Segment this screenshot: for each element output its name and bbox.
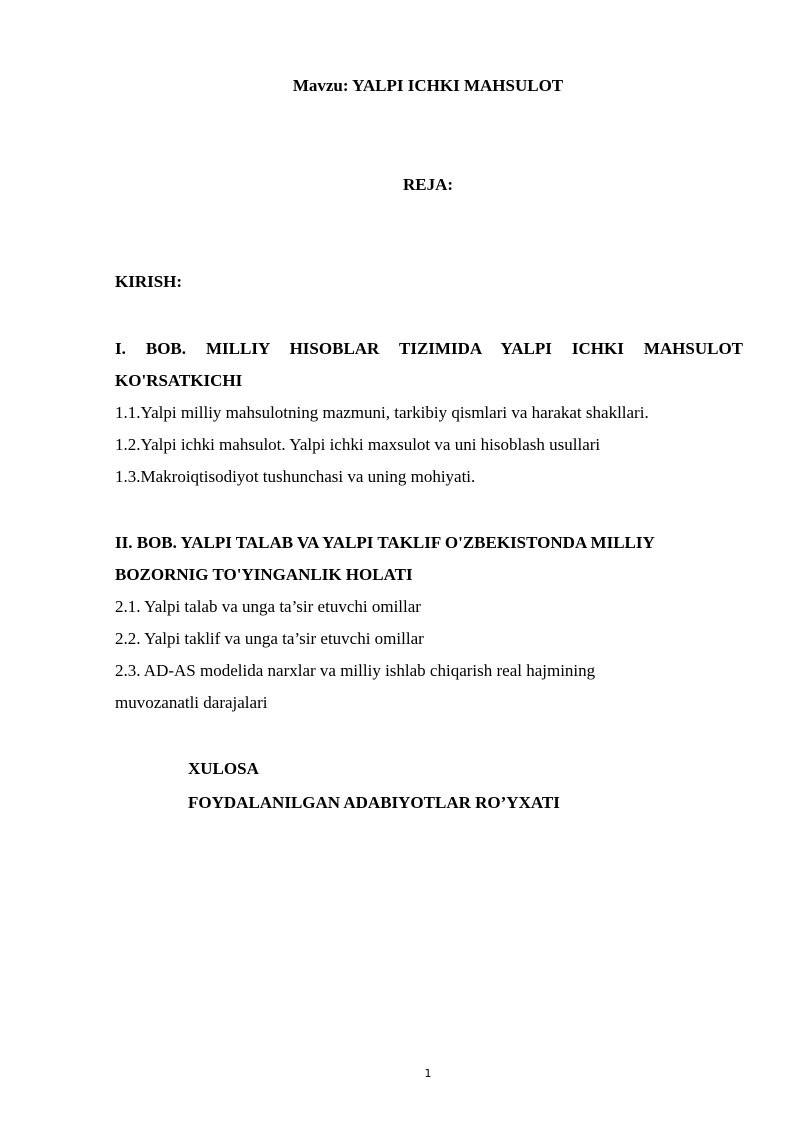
section-2-1: 2.1. Yalpi talab va unga ta’sir etuvchi omillar xyxy=(115,597,421,616)
section-2-3: 2.3. AD-AS modelida narxlar va milliy ishlab chiqarish real hajmining muvozanatli darajalari xyxy=(115,661,596,712)
chapter-2-title-line2: BOZORNIG TO'YINGANLIK HOLATI xyxy=(115,565,413,584)
page-number: 1 xyxy=(424,1067,432,1080)
section-1-1: 1.1.Yalpi milliy mahsulotning mazmuni, tarkibiy qismlari va harakat shakllari. xyxy=(115,403,649,422)
chapter-1-title-line1: I. BOB. MILLIY HISOBLAR TIZIMIDA YALPI ICHKI MAHSULOT xyxy=(115,339,743,358)
section-2-2: 2.2. Yalpi taklif va unga ta’sir etuvchi omillar xyxy=(115,629,424,648)
chapter-2-title xyxy=(115,527,743,591)
intro-heading: KIRISH: xyxy=(115,272,183,291)
chapter-2 xyxy=(115,527,743,719)
chapter-1 xyxy=(115,333,743,493)
conclusion-heading: XULOSA xyxy=(188,759,259,778)
references-heading: FOYDALANILGAN ADABIYOTLAR RO’YXATI xyxy=(188,793,560,812)
document-topic: Mavzu: YALPI ICHKI MAHSULOT xyxy=(292,76,564,95)
section-1-2: 1.2.Yalpi ichki mahsulot. Yalpi ichki maxsulot va uni hisoblash usullari xyxy=(115,435,601,454)
chapter-1-title-line2: KO'RSATKICHI xyxy=(115,371,243,390)
plan-title: REJA: xyxy=(402,175,454,194)
section-1-3: 1.3.Makroiqtisodiyot tushunchasi va uning mohiyati. xyxy=(115,467,476,486)
chapter-1-title xyxy=(115,333,743,397)
chapter-2-title-line1: II. BOB. YALPI TALAB VA YALPI TAKLIF O'ZBEKISTONDA MILLIY xyxy=(115,533,655,552)
closing-sections xyxy=(188,752,560,820)
